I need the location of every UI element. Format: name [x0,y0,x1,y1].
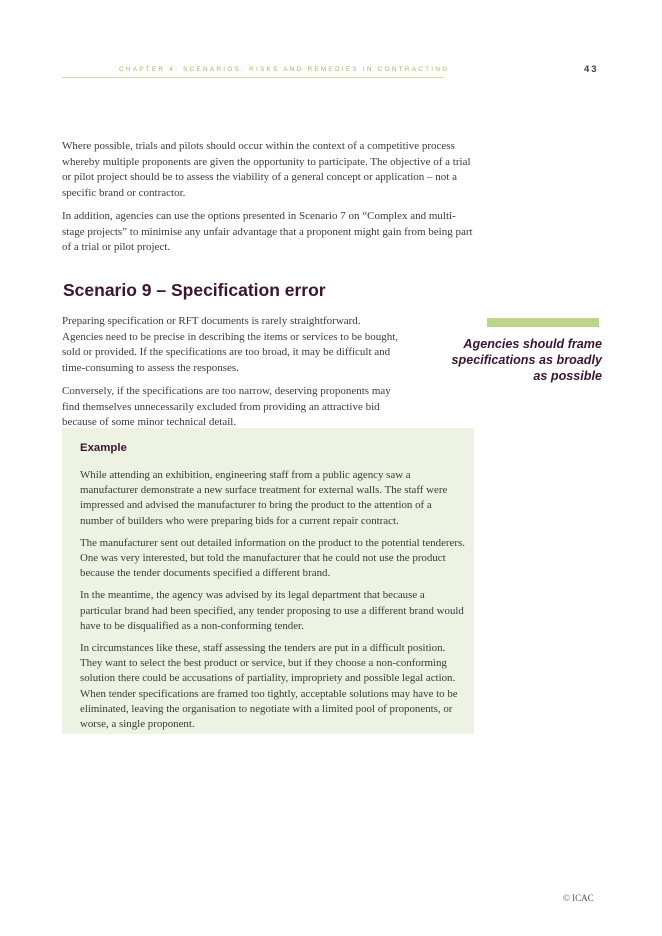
intro-section [62,139,474,264]
section-heading: Scenario 9 – Specification error [63,280,326,300]
example-body [80,468,465,739]
example-box [62,428,474,734]
example-paragraph: The manufacturer sent out detailed information on the product to the potential tenderers. One was very interested, but told the manufacturer that he could not use the product because the tender documents specified a different brand. [80,536,465,580]
example-title: Example [80,442,127,454]
pull-quote: Agencies should frame specifications as broadly as possible [451,337,602,383]
scenario-body [62,314,402,439]
example-paragraph: While attending an exhibition, engineering staff from a public agency saw a manufacturer demonstrate a new surface treatment for external walls. The staff were impressed and advised the manufacturer to bring the product to the attention of a number of builders who were preparing bids for a current repair contract. [80,469,448,527]
page-number: 43 [584,64,599,75]
copyright-notice: © ICAC [563,893,594,903]
scenario-paragraph: Preparing specification or RFT documents is rarely straightforward. Agencies need to be precise in describing the items or services to be bought, sold or provided. If the specifications are too broad, it may be difficult and time-consuming to assess the responses. [62,315,399,374]
intro-paragraph: In addition, agencies can use the options presented in Scenario 7 on “Complex and multi-stage projects” to minimise any unfair advantage that a proponent might gain from being part of a trial or pilot project. [62,210,473,253]
running-header: CHAPTER 4: SCENARIOS: RISKS AND REMEDIES IN CONTRACTING [119,66,450,73]
example-paragraph: In the meantime, the agency was advised by its legal department that because a particular brand had been specified, any tender proposing to use a different brand would have to be disqualified as a non-conforming tender. [80,589,464,632]
intro-paragraph: Where possible, trials and pilots should occur within the context of a competitive process whereby multiple proponents are given the opportunity to participate. The objective of a trial or pilot project should be to assess the viability of a general concept or application – not a specific brand or contractor. [62,140,471,199]
scenario-paragraph: Conversely, if the specifications are too narrow, deserving proponents may find themselves unnecessarily excluded from providing an attractive bid because of some minor technical detail. [62,385,391,428]
example-paragraph: In circumstances like these, staff assessing the tenders are put in a difficult position. They want to select the best product or service, but if they choose a non-conforming solution there could be accusations of partiality, impropriety and possible legal action. When tender specifications are framed too tightly, acceptable solutions may have to be eliminated, leaving the organisation to negotiate with a limited pool of proponents, or worse, a single proponent. [80,642,458,731]
pull-quote-bar [487,318,599,327]
header-rule [62,77,444,78]
